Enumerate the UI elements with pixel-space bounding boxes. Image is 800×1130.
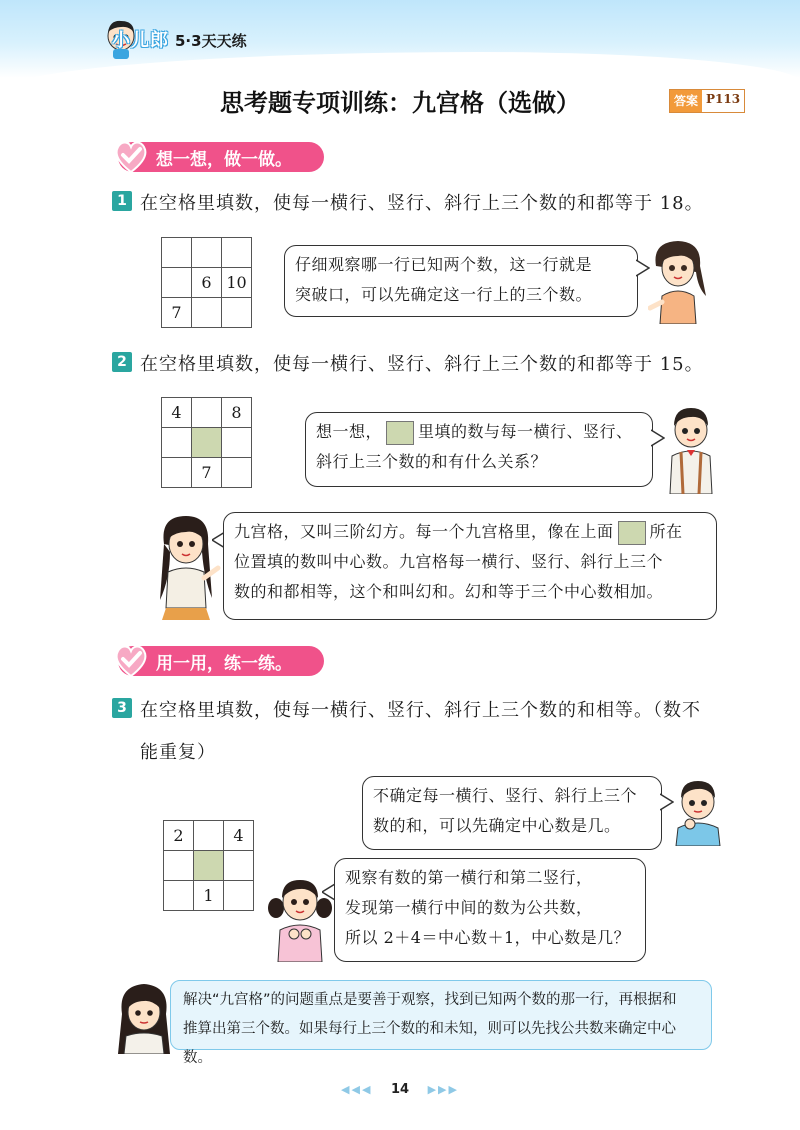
girl-pointing-icon [152,508,222,620]
hint-bubble-q2 [305,412,653,487]
section-think-label: 想一想，做一做。 [156,149,292,170]
grid-cell[interactable] [164,881,194,911]
explain-part-a: 九宫格，又叫三阶幻方。每一个九宫格里，像在上面 [234,522,614,541]
grid-cell[interactable] [192,398,222,428]
grid-cell[interactable] [194,821,224,851]
hint-q2-line2: 斜行上三个数的和有什么关系？ [316,452,548,471]
boy-thinking-icon [672,776,724,846]
hint-q3a-line2: 数的和，可以先确定中心数是几。 [373,816,621,835]
center-square-icon [386,421,414,445]
explain-bubble-q2 [223,512,717,620]
bubble-tail [651,428,665,448]
explain-line2: 位置填的数叫中心数。九宫格每一横行、竖行、斜行上三个 [234,552,664,571]
section-practice-label: 用一用，练一练。 [156,653,292,674]
grid-row [162,238,252,268]
check-heart-icon [112,640,150,680]
grid-row [162,268,252,298]
question-number-2: 2 [112,352,132,372]
answer-page: P113 [706,92,741,106]
grid-row [162,458,252,488]
grid-center-cell[interactable] [192,428,222,458]
explain-part-b: 所在 [649,522,683,541]
page-title: 思考题专项训练：九宫格（选做） [220,89,580,117]
grid-cell[interactable] [224,851,254,881]
question-3-text-line2: 能重复） [140,742,216,763]
page-footer [0,1082,800,1097]
grid-cell: 4 [224,821,254,851]
hint-q1-line1: 仔细观察哪一行已知两个数，这一行就是 [295,255,593,274]
tip-line1: 解决“九宫格”的问题重点是要善于观察，找到已知两个数的那一行，再根据和 [183,992,677,1008]
grid-q1 [161,237,252,328]
grid-cell[interactable] [222,458,252,488]
brand-logo [112,26,332,60]
boy-character-icon [664,402,718,494]
grid-row [164,821,254,851]
grid-cell: 7 [162,298,192,328]
right-arrows-icon: ▶▶▶ [427,1083,459,1096]
hint-q3b-line3: 所以 2＋4＝中心数＋1，中心数是几？ [345,928,631,947]
hint-q3b-line2: 发现第一横行中间的数为公共数， [345,898,593,917]
hint-bubble-q3-a [362,776,662,850]
grid-cell[interactable] [222,428,252,458]
hint-bubble-q3-b [334,858,646,962]
brand-name: 小儿郎 [112,30,169,51]
explain-line3: 数的和都相等，这个和叫幻和。幻和等于三个中心数相加。 [234,582,664,601]
section-practice-header [118,646,324,676]
answer-label: 答案 [670,90,702,112]
grid-row [164,881,254,911]
question-number-1: 1 [112,191,132,211]
grid-q3 [163,820,254,911]
section-think-header [118,142,324,172]
tip-box [170,980,712,1066]
grid-cell: 1 [194,881,224,911]
hint-q2-part-a: 想一想， [316,422,383,441]
grid-cell: 2 [164,821,194,851]
hint-q3a-line1: 不确定每一横行、竖行、斜行上三个 [373,786,638,805]
grid-row [162,428,252,458]
grid-cell[interactable] [162,428,192,458]
grid-cell: 8 [222,398,252,428]
grid-cell[interactable] [224,881,254,911]
grid-q2 [161,397,252,488]
question-number-3: 3 [112,698,132,718]
girl-character-icon [648,236,708,324]
tip-line2: 推算出第三个数。如果每行上三个数的和未知，则可以先找公共数来确定中心数。 [183,1021,676,1066]
grid-cell: 10 [222,268,252,298]
page-number: 14 [390,1082,410,1097]
grid-cell[interactable] [222,238,252,268]
girl-tip-icon [112,978,174,1054]
grid-cell[interactable] [222,298,252,328]
grid-cell[interactable] [162,238,192,268]
center-square-icon [618,521,646,545]
hint-q2-part-b: 里填的数与每一横行、竖行、 [418,422,633,441]
grid-center-cell: 6 [192,268,222,298]
hint-q1-line2: 突破口，可以先确定这一行上的三个数。 [295,285,593,304]
left-arrows-icon: ◀◀◀ [341,1083,373,1096]
hint-bubble-q1 [284,245,638,317]
grid-cell: 4 [162,398,192,428]
hint-q3b-line1: 观察有数的第一横行和第二竖行， [345,868,593,887]
series-name: 5·3天天练 [175,32,247,50]
grid-cell[interactable] [164,851,194,881]
grid-cell[interactable] [162,458,192,488]
grid-cell[interactable] [192,298,222,328]
question-1-text: 在空格里填数，使每一横行、竖行、斜行上三个数的和都等于 18。 [140,193,704,214]
question-3-text-line1: 在空格里填数，使每一横行、竖行、斜行上三个数的和相等。（数不 [140,700,701,721]
grid-row [164,851,254,881]
grid-row [162,298,252,328]
check-heart-icon [112,136,150,176]
answer-tag [669,89,745,113]
question-2-text: 在空格里填数，使每一横行、竖行、斜行上三个数的和都等于 15。 [140,354,704,375]
grid-cell[interactable] [192,238,222,268]
grid-cell: 7 [192,458,222,488]
grid-row [162,398,252,428]
grid-center-cell[interactable] [194,851,224,881]
grid-cell[interactable] [162,268,192,298]
